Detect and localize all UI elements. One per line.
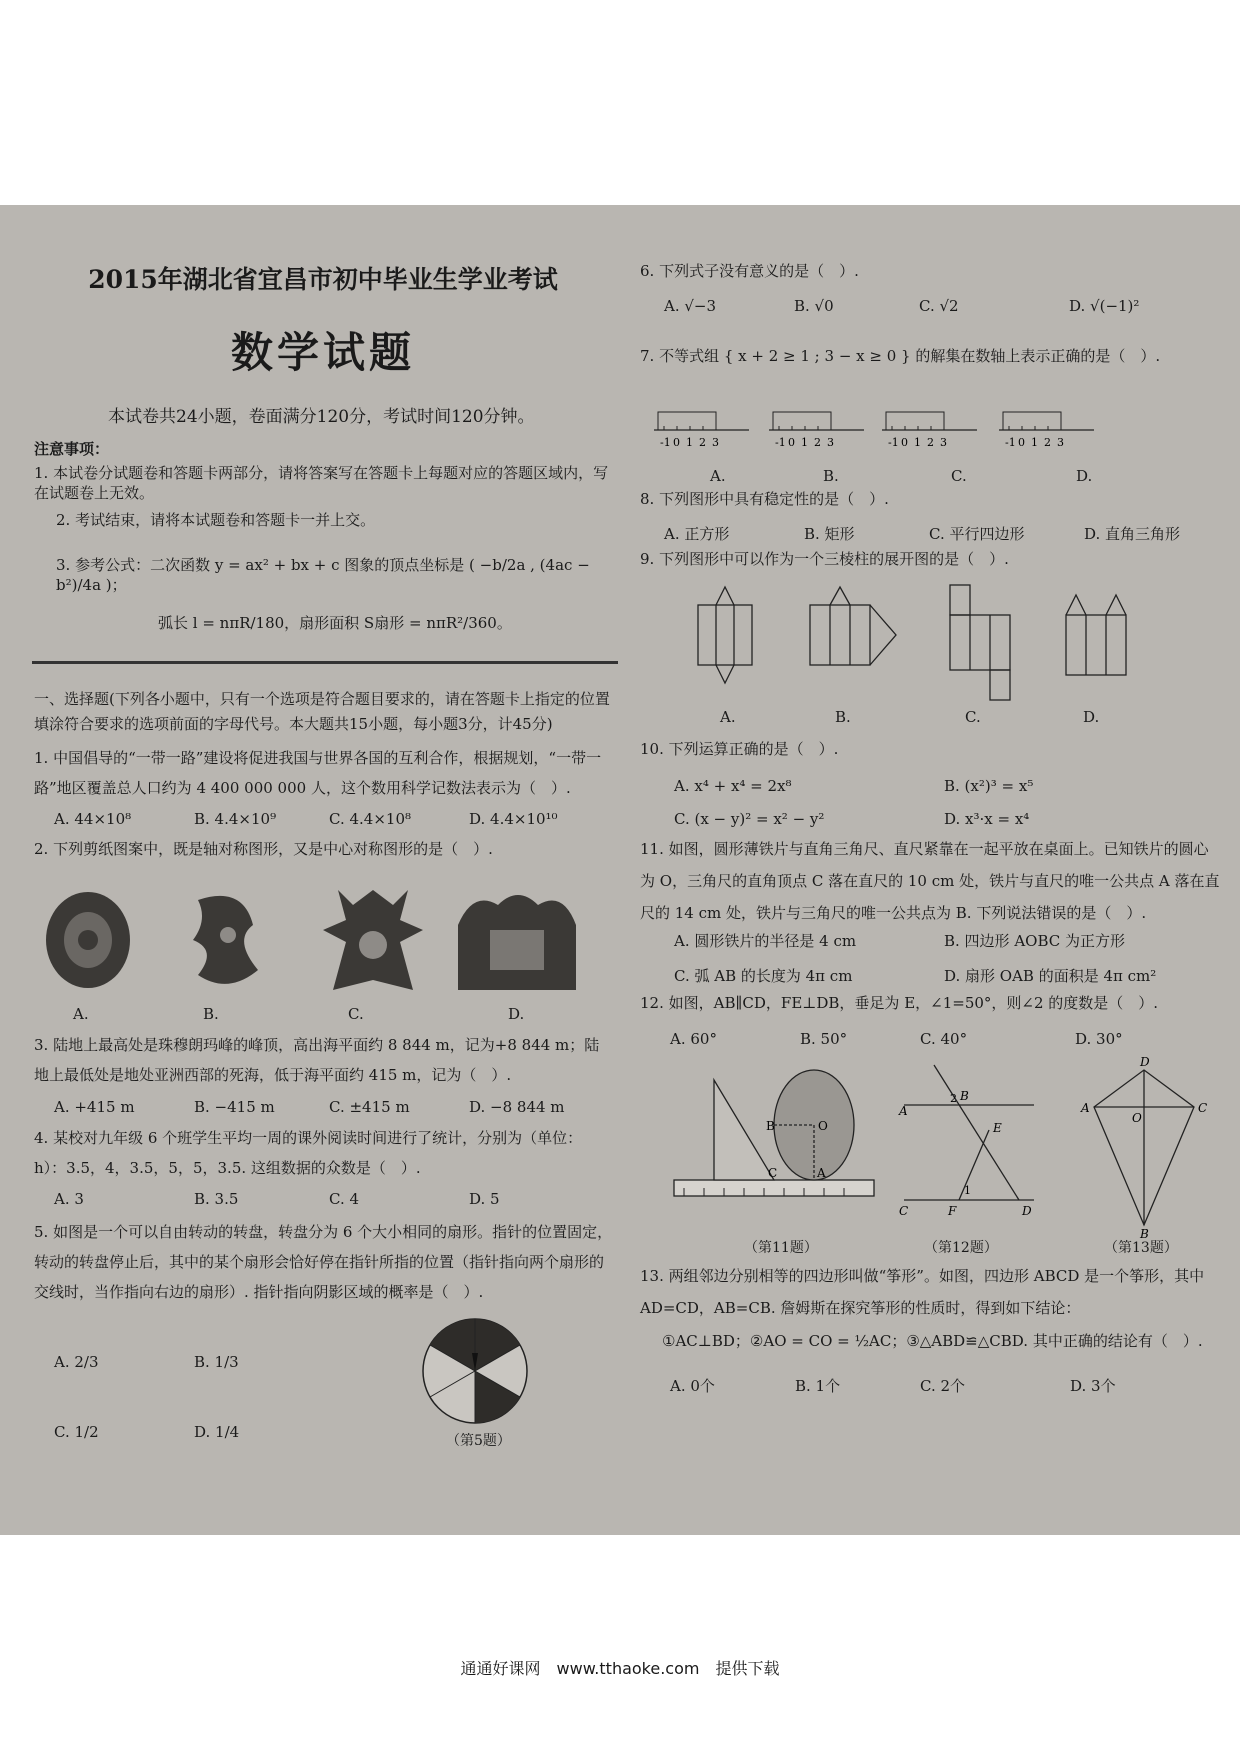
question-7-stem: 7. 不等式组 { x + 2 ≥ 1 ; 3 − x ≥ 0 } 的解集在数轴上表示正确的是（ ）. [640,347,1161,365]
option-d[interactable]: D. 直角三角形 [1084,525,1181,543]
option-c[interactable]: C. 2个 [920,1377,966,1395]
option-c[interactable]: C. 平行四边形 [929,525,1025,543]
question-13-conclusions: ①AC⊥BD；②AO = CO = ½AC；③△ABD≌△CBD. 其中正确的结论有（ ）. [662,1332,1203,1350]
figure-12 [904,1065,1034,1200]
question-10-stem: 10. 下列运算正确的是（ ）. [640,740,839,758]
option-d[interactable]: D. −8 844 m [469,1098,565,1116]
net-c-icon [950,585,1010,700]
option-b[interactable]: B. [835,708,851,726]
angle-1-label: 1 [964,1184,971,1197]
option-b[interactable]: B. √0 [794,297,834,315]
figure-11-caption: （第11题） [744,1240,818,1256]
paper-cut-a-icon [46,892,130,988]
option-b[interactable]: B. (x²)³ = x⁵ [944,777,1034,795]
net-b-icon [810,587,896,665]
figure-12-caption: （第12题） [924,1240,998,1256]
point-b: B [766,1119,775,1133]
number-line-figures [634,400,1230,460]
exam-title: 2015年湖北省宜昌市初中毕业生学业考试 [88,265,558,294]
option-c[interactable]: C. 4.4×10⁸ [329,810,412,828]
option-c[interactable]: C. (x − y)² = x² − y² [674,810,825,828]
question-2-stem: 2. 下列剪纸图案中，既是轴对称图形，又是中心对称图形的是（ ）. [34,840,493,858]
axis-tick-label: 1 [686,436,693,449]
point-c: C [899,1204,909,1218]
option-b[interactable]: B. 1个 [795,1377,841,1395]
spinner-figure [420,1313,530,1433]
question-4-options [54,1190,569,1208]
figure-13-caption: （第13题） [1104,1240,1178,1256]
axis-tick-label: 3 [1057,436,1064,449]
option-a[interactable]: A. 60° [670,1030,717,1048]
axis-tick-label: -1 [660,436,671,449]
number-line-b [769,412,864,449]
question-11-options-row2 [674,965,1204,986]
option-a[interactable]: A. [73,1005,89,1023]
option-a[interactable]: A. 正方形 [664,525,730,543]
paper-cut-c-icon [323,890,423,990]
figure-5-caption: （第5题） [446,1433,511,1449]
option-d[interactable]: D. 3个 [1070,1377,1116,1395]
point-a: A [1081,1101,1090,1115]
net-d-icon [1066,595,1126,675]
point-b: B [960,1089,969,1103]
notes-heading: 注意事项： [34,440,110,458]
axis-tick-label: 3 [712,436,719,449]
question-2-options [73,1005,568,1023]
axis-tick-label: 2 [927,436,934,449]
number-line-c [882,412,977,449]
axis-tick-label: 1 [1031,436,1038,449]
option-c[interactable]: C. 1/2 [54,1423,99,1441]
question-5-stem: 5. 如图是一个可以自由转动的转盘，转盘分为 6 个大小相同的扇形。指针的位置固定，转动的转盘停止后，其中的某个扇形会恰好停在指针所指的位置（指针指向两个扇形的交线时，当作指向右边的扇形）. 指针指向阴影区域的概率是（ ）. [34,1223,613,1301]
option-b[interactable]: B. [823,467,839,485]
option-a[interactable]: A. [720,708,736,726]
net-a-icon [698,587,752,683]
option-c[interactable]: C. 4 [329,1190,360,1208]
option-d[interactable]: D. √(−1)² [1069,297,1140,315]
option-a[interactable]: A. √−3 [664,297,717,315]
point-b: B [1140,1227,1149,1241]
question-6-options [664,297,1189,315]
option-b[interactable]: B. −415 m [194,1098,275,1116]
question-10-options-row1 [674,777,1144,795]
point-e: E [993,1121,1002,1135]
option-d[interactable]: D. [1076,467,1093,485]
option-b[interactable]: B. 1/3 [194,1353,239,1371]
axis-tick-label: 0 [788,436,795,449]
question-1-stem: 1. 中国倡导的“一带一路”建设将促进我国与世界各国的互利合作，根据规划，“一带一路”地区覆盖总人口约为 4 400 000 000 人，这个数用科学记数法表示为（ ）. [34,749,602,797]
page-footer: 通通好课网 www.tthaoke.com 提供下载 [460,1659,780,1678]
question-11-stem: 11. 如图，圆形薄铁片与直角三角尺、直尺紧靠在一起平放在桌面上。已知铁片的圆心为 O，三角尺的直角顶点 C 落在直尺的 10 cm 处，铁片与直尺的唯一公共点 A 落在直尺的 14 cm 处，铁片与三角尺的唯一公共点为 B. 下列说法错误的是（ ）. [640,840,1220,922]
axis-tick-label: 0 [1018,436,1025,449]
option-d[interactable]: D. 30° [1075,1030,1123,1048]
number-line-a [654,412,749,449]
axis-tick-label: 2 [814,436,821,449]
divider [32,661,618,664]
question-6-stem: 6. 下列式子没有意义的是（ ）. [640,262,859,280]
axis-tick-label: 3 [940,436,947,449]
option-c[interactable]: C. 弧 AB 的长度为 4π cm [674,967,853,985]
option-b[interactable]: B. 50° [800,1030,848,1048]
angle-2-label: 2 [950,1092,957,1105]
option-c[interactable]: C. [965,708,981,726]
number-line-d [999,412,1094,449]
note-1: 1. 本试卷分试题卷和答题卡两部分，请将答案写在答题卡上每题对应的答题区域内，写在试题卷上无效。 [34,464,609,502]
paper-cut-figures [28,880,618,1000]
point-a: A [817,1166,826,1180]
point-d: D [1022,1204,1032,1218]
option-b[interactable]: B. 四边形 AOBC 为正方形 [944,932,1126,950]
point-d: D [1140,1055,1150,1069]
question-5-options-row1 [54,1353,314,1371]
scanned-exam-sheet [0,205,1240,1535]
option-c[interactable]: C. [951,467,967,485]
question-3-stem: 3. 陆地上最高处是珠穆朗玛峰的峰顶，高出海平面约 8 844 m，记为+8 844 m；陆地上最低处是地处亚洲西部的死海，低于海平面约 415 m，记为（ ）. [34,1036,600,1084]
question-4-stem: 4. 某校对九年级 6 个班学生平均一周的课外阅读时间进行了统计，分别为（单位：h）：3.5，4，3.5，5，5，3.5. 这组数据的众数是（ ）. [34,1129,583,1177]
option-d[interactable]: D. [508,1005,525,1023]
question-8-stem: 8. 下列图形中具有稳定性的是（ ）. [640,490,889,508]
question-8-options [664,523,1224,544]
question-12-stem: 12. 如图，AB∥CD，FE⊥DB，垂足为 E，∠1=50°，则∠2 的度数是（ ）. [640,994,1159,1012]
question-13-stem: 13. 两组邻边分别相等的四边形叫做“筝形”。如图，四边形 ABCD 是一个筝形，其中 AD=CD，AB=CB. 詹姆斯在探究筝形的性质时，得到如下结论： [640,1267,1205,1317]
option-d[interactable]: D. 扇形 OAB 的面积是 4π cm² [944,967,1157,985]
geometry-figures [634,1055,1230,1241]
option-a[interactable]: A. 圆形铁片的半径是 4 cm [674,932,857,950]
question-9-options [720,708,1143,726]
question-5-options-row2 [54,1423,314,1441]
option-d[interactable]: D. 5 [469,1190,500,1208]
question-9-stem: 9. 下列图形中可以作为一个三棱柱的展开图的是（ ）. [640,550,1009,568]
option-a[interactable]: A. +415 m [54,1098,135,1116]
prism-net-figures [634,585,1230,695]
question-10-options-row2 [674,810,1144,828]
axis-tick-label: -1 [888,436,899,449]
note-3: 3. 参考公式：二次函数 y = ax² + bx + c 图象的顶点坐标是 ( −b/2a , (4ac − b²)/4a )； [56,556,590,594]
figure-13 [1094,1070,1194,1225]
axis-tick-label: -1 [775,436,786,449]
question-11-options-row1 [674,930,1204,951]
option-a[interactable]: A. 44×10⁸ [54,810,132,828]
option-a[interactable]: A. 0个 [670,1377,715,1395]
axis-tick-label: -1 [1005,436,1016,449]
axis-tick-label: 0 [673,436,680,449]
option-c[interactable]: C. ±415 m [329,1098,410,1116]
question-12-options [670,1030,1135,1048]
note-2: 2. 考试结束，请将本试题卷和答题卡一并上交。 [56,511,376,529]
paper-cut-b-icon [193,896,258,984]
option-d[interactable]: D. x³·x = x⁴ [944,810,1030,828]
question-3-options [54,1098,609,1116]
axis-tick-label: 1 [914,436,921,449]
axis-tick-label: 1 [801,436,808,449]
option-c[interactable]: C. √2 [919,297,959,315]
option-a[interactable]: A. 2/3 [54,1353,99,1371]
option-d[interactable]: D. 4.4×10¹⁰ [469,810,558,828]
option-a[interactable]: A. 3 [54,1190,84,1208]
note-formula: 弧长 l = nπR/180，扇形面积 S扇形 = nπR²/360。 [158,614,512,632]
exam-subject: 数学试题 [230,328,415,377]
point-o: O [1132,1111,1142,1125]
point-a: A [899,1104,908,1118]
option-b[interactable]: B. 4.4×10⁹ [194,810,277,828]
option-c[interactable]: C. [348,1005,364,1023]
exam-intro: 本试卷共24小题，卷面满分120分，考试时间120分钟。 [108,407,535,427]
axis-tick-label: 3 [827,436,834,449]
option-b[interactable]: B. 矩形 [804,525,855,543]
option-b[interactable]: B. [203,1005,219,1023]
axis-tick-label: 2 [699,436,706,449]
point-c: C [768,1166,778,1180]
section-heading: 一、选择题(下列各小题中，只有一个选项是符合题目要求的，请在答题卡上指定的位置填涂符合要求的选项前面的字母代号。本大题共15小题，每小题3分，计45分) [34,690,610,733]
option-a[interactable]: A. x⁴ + x⁴ = 2x⁸ [674,777,792,795]
option-a[interactable]: A. [710,467,726,485]
point-c: C [1198,1101,1208,1115]
point-f: F [948,1204,957,1218]
paper-cut-d-icon [458,895,576,990]
option-c[interactable]: C. 40° [920,1030,968,1048]
point-o: O [818,1119,828,1133]
question-13-options [670,1375,1150,1396]
axis-tick-label: 0 [901,436,908,449]
option-d[interactable]: D. [1083,708,1100,726]
axis-tick-label: 2 [1044,436,1051,449]
option-d[interactable]: D. 1/4 [194,1423,240,1441]
option-b[interactable]: B. 3.5 [194,1190,239,1208]
question-1-options [54,810,589,828]
